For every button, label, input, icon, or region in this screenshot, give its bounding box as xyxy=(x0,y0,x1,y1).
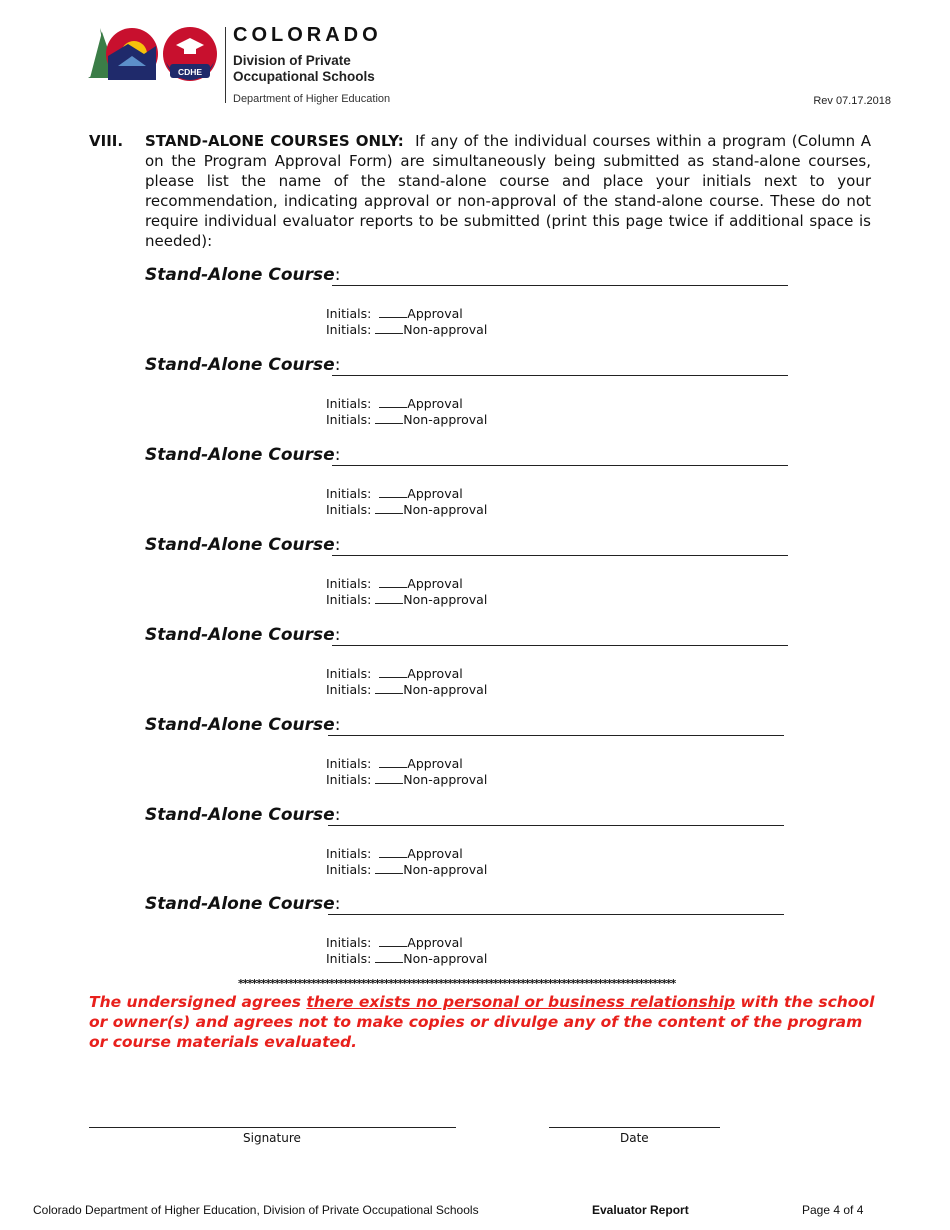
course-entry xyxy=(145,805,795,895)
approval-initials-field[interactable] xyxy=(379,397,407,408)
initials-group xyxy=(326,486,487,518)
approval-initials-field[interactable] xyxy=(379,847,407,858)
initials-group xyxy=(326,396,487,428)
initials-group xyxy=(326,306,487,338)
course-entry xyxy=(145,894,795,984)
brand-title: COLORADO xyxy=(233,24,382,46)
revision-date: Rev 07.17.2018 xyxy=(813,95,891,107)
footer-organization: Colorado Department of Higher Education, Division of Private Occupational Schools xyxy=(33,1203,479,1217)
initials-group xyxy=(326,666,487,698)
cdhe-logo xyxy=(88,26,218,84)
course-label: Stand-Alone Course: xyxy=(145,535,341,555)
nonapproval-row: Initials: Non-approval xyxy=(326,502,488,517)
section-number: VIII. xyxy=(89,132,124,150)
course-name-field[interactable] xyxy=(332,375,788,376)
approval-row: Initials: Approval xyxy=(326,396,463,411)
course-name-field[interactable] xyxy=(332,285,788,286)
signature-label: Signature xyxy=(243,1131,301,1145)
approval-row: Initials: Approval xyxy=(326,935,463,950)
nonapproval-row: Initials: Non-approval xyxy=(326,772,488,787)
nonapproval-initials-field[interactable] xyxy=(375,863,403,874)
course-name-field[interactable] xyxy=(328,914,784,915)
nonapproval-row: Initials: Non-approval xyxy=(326,862,488,877)
nonapproval-row: Initials: Non-approval xyxy=(326,412,488,427)
course-name-field[interactable] xyxy=(328,735,784,736)
course-name-field[interactable] xyxy=(328,825,784,826)
approval-initials-field[interactable] xyxy=(379,307,407,318)
approval-row: Initials: Approval xyxy=(326,306,463,321)
course-label: Stand-Alone Course: xyxy=(145,715,341,735)
course-entry xyxy=(145,715,795,805)
course-name-field[interactable] xyxy=(332,645,788,646)
footer-report-title: Evaluator Report xyxy=(592,1203,689,1217)
approval-row: Initials: Approval xyxy=(326,756,463,771)
signature-field[interactable] xyxy=(89,1127,456,1128)
course-label: Stand-Alone Course: xyxy=(145,265,341,285)
course-name-field[interactable] xyxy=(332,555,788,556)
initials-group xyxy=(326,576,487,608)
approval-row: Initials: Approval xyxy=(326,486,463,501)
initials-group xyxy=(326,935,487,967)
department-name: Department of Higher Education xyxy=(233,93,391,105)
approval-initials-field[interactable] xyxy=(379,936,407,947)
nonapproval-initials-field[interactable] xyxy=(375,503,403,514)
course-entry xyxy=(145,265,795,355)
course-label: Stand-Alone Course: xyxy=(145,445,341,465)
course-entry xyxy=(145,625,795,715)
section-text: STAND-ALONE COURSES ONLY: If any of the individual courses within a program (Column A on the Program Approval Form) are simultaneously being submitted as stand-alone courses, please list the name of the stand-alone course and place your initials next to your recommendation, indicating approval or non-approval of the stand-alone course. These do not require individual evaluator reports to be submitted (print this page twice if additional space is needed): xyxy=(145,132,871,250)
nonapproval-row: Initials: Non-approval xyxy=(326,322,488,337)
nonapproval-initials-field[interactable] xyxy=(375,773,403,784)
nonapproval-initials-field[interactable] xyxy=(375,683,403,694)
course-label: Stand-Alone Course: xyxy=(145,355,341,375)
nonapproval-row: Initials: Non-approval xyxy=(326,682,488,697)
initials-group xyxy=(326,756,487,788)
nonapproval-initials-field[interactable] xyxy=(375,952,403,963)
svg-text:CDHE: CDHE xyxy=(177,67,203,77)
separator: ************************************************************************************************ xyxy=(238,977,676,990)
disclaimer: The undersigned agrees there exists no personal or business relationship with the school or owner(s) and agrees not to make copies or divulge any of the content of the program or course materials evaluated. xyxy=(89,993,875,1051)
approval-initials-field[interactable] xyxy=(379,487,407,498)
course-entry xyxy=(145,445,795,535)
course-label: Stand-Alone Course: xyxy=(145,894,341,914)
nonapproval-row: Initials: Non-approval xyxy=(326,951,488,966)
brand-subtitle: Division of Private Occupational Schools xyxy=(233,53,375,84)
approval-initials-field[interactable] xyxy=(379,577,407,588)
initials-group xyxy=(326,846,487,878)
course-entry xyxy=(145,355,795,445)
approval-initials-field[interactable] xyxy=(379,667,407,678)
approval-initials-field[interactable] xyxy=(379,757,407,768)
approval-row: Initials: Approval xyxy=(326,846,463,861)
nonapproval-initials-field[interactable] xyxy=(375,593,403,604)
course-label: Stand-Alone Course: xyxy=(145,805,341,825)
course-name-field[interactable] xyxy=(332,465,788,466)
approval-row: Initials: Approval xyxy=(326,666,463,681)
section-heading: STAND-ALONE COURSES ONLY: xyxy=(145,132,404,150)
footer-page-number: Page 4 of 4 xyxy=(802,1203,864,1217)
course-entry xyxy=(145,535,795,625)
date-field[interactable] xyxy=(549,1127,720,1128)
approval-row: Initials: Approval xyxy=(326,576,463,591)
nonapproval-initials-field[interactable] xyxy=(375,323,403,334)
logo-divider xyxy=(225,27,226,103)
course-label: Stand-Alone Course: xyxy=(145,625,341,645)
date-label: Date xyxy=(620,1131,649,1145)
nonapproval-row: Initials: Non-approval xyxy=(326,592,488,607)
nonapproval-initials-field[interactable] xyxy=(375,413,403,424)
